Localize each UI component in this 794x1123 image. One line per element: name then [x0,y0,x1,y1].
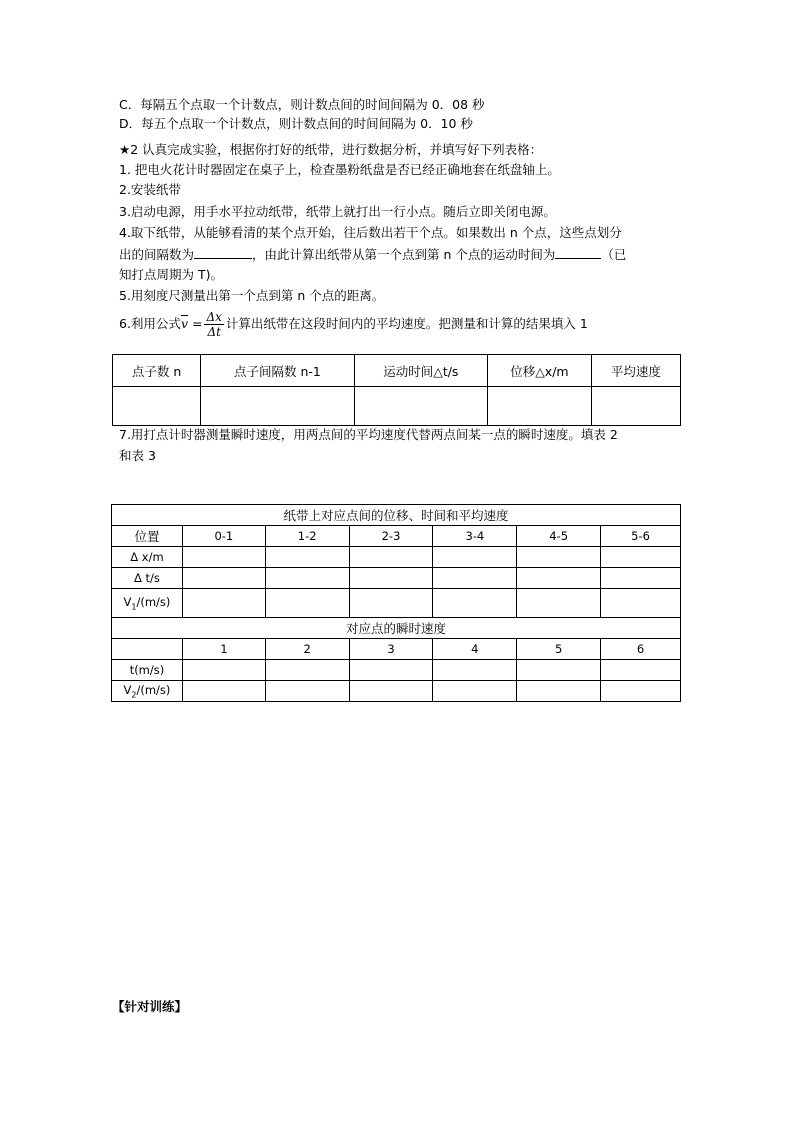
v2-symbol: V [123,682,132,697]
t1-header-points: 点子数 n [113,355,201,387]
t2-cell[interactable] [182,568,265,589]
step-4-text-a: 出的间隔数为 [119,247,195,262]
t2-cell[interactable] [265,568,349,589]
training-heading: 【针对训练】 [112,999,188,1014]
step-4-text-c: （已 [601,247,627,262]
task-2-heading: ★2 认真完成实验，根据你打好的纸带，进行数据分析，并填写好下列表格： [119,142,543,157]
motion-time-blank[interactable] [555,245,601,259]
v2-unit: /(m/s) [136,682,171,697]
t2-cell[interactable] [601,547,681,568]
step-4-line2 [119,245,626,264]
step-1: 1. 把电火花计时器固定在桌子上，检查墨粉纸盘是否已经正确地套在纸盘轴上。 [119,162,560,177]
t2-cell[interactable] [265,547,349,568]
step-4-line1: 4.取下纸带，从能够看清的某个点开始，往后数出若干个点。如果数出 n 个点，这些点划分 [119,225,622,240]
v2-subscript: 2 [131,690,137,700]
t2-cell[interactable] [601,568,681,589]
t2-position: 4-5 [517,526,601,547]
t2-cell[interactable] [265,589,349,618]
t2-point: 5 [517,639,601,660]
t2-position: 1-2 [265,526,349,547]
t1-header-time: 运动时间△t/s [354,355,487,387]
t2-cell[interactable] [433,660,517,681]
option-c: C．每隔五个点取一个计数点，则计数点间的时间间隔为 0．08 秒 [119,97,485,112]
v1-symbol: V [123,594,132,609]
t2-cell[interactable] [433,568,517,589]
step-7-line2: 和表 3 [119,448,156,463]
t2-cell[interactable] [517,547,601,568]
step-6 [119,306,588,342]
t2-cell[interactable] [182,660,265,681]
t2-blank-corner [112,639,183,660]
t2-position: 5-6 [601,526,681,547]
step-2: 2.安装纸带 [119,182,181,197]
t2-point: 4 [433,639,517,660]
option-d: D．每五个点取一个计数点，则计数点间的时间间隔为 0．10 秒 [119,116,473,131]
t2-position: 3-4 [433,526,517,547]
step-6-suffix: 计算出纸带在这段时间内的平均速度。把测量和计算的结果填入 1 [225,316,588,331]
step-7-line1: 7.用打点计时器测量瞬时速度，用两点间的平均速度代替两点间某一点的瞬时速度。填表 2 [119,427,618,442]
t2-cell[interactable] [182,589,265,618]
t2-row-dx-label: Δ x/m [112,547,183,568]
v1-subscript: 1 [131,602,137,612]
t1-cell[interactable] [487,387,591,426]
t2-title: 纸带上对应点间的位移、时间和平均速度 [112,505,681,526]
t2-cell[interactable] [601,660,681,681]
t1-header-displacement: 位移△x/m [487,355,591,387]
t2-point: 6 [601,639,681,660]
table-1 [112,354,681,426]
t1-header-intervals: 点子间隔数 n-1 [201,355,355,387]
t2-cell[interactable] [349,589,433,618]
t2-cell[interactable] [601,681,681,702]
step-4-text-b: ，由此计算出纸带从第一个点到第 n 个点的运动时间为 [252,247,556,262]
v1-unit: /(m/s) [136,594,171,609]
t2-row-v2-label [112,681,183,702]
t1-cell[interactable] [591,387,680,426]
interval-count-blank[interactable] [194,245,252,259]
t2-cell[interactable] [182,547,265,568]
t2-row-t-label: t(m/s) [112,660,183,681]
t2-cell[interactable] [433,589,517,618]
t1-cell[interactable] [113,387,201,426]
t2-row-v1-label [112,589,183,618]
t2-cell[interactable] [517,681,601,702]
t2-position: 0-1 [182,526,265,547]
step-6-prefix: 6.利用公式 [119,316,181,331]
t2-point: 2 [265,639,349,660]
equals-sign: = [191,316,203,331]
t2-cell[interactable] [433,547,517,568]
step-5: 5.用刻度尺测量出第一个点到第 n 个点的距离。 [119,288,385,303]
t2-position: 2-3 [349,526,433,547]
t2-cell[interactable] [517,660,601,681]
t2-cell[interactable] [265,660,349,681]
t2-cell[interactable] [517,568,601,589]
t2-cell[interactable] [182,681,265,702]
t2-subtitle: 对应点的瞬时速度 [112,618,681,639]
t2-cell[interactable] [349,681,433,702]
t2-cell[interactable] [433,681,517,702]
t2-cell[interactable] [349,568,433,589]
fraction-denominator: Δt [207,325,221,339]
step-4-line3: 知打点周期为 T)。 [119,267,223,282]
t2-row-dt-label: Δ t/s [112,568,183,589]
table-2 [111,504,681,702]
formula-fraction [204,310,223,339]
vbar-symbol: $\overline{v}$ [180,316,188,331]
t2-cell[interactable] [265,681,349,702]
t2-cell[interactable] [349,547,433,568]
t2-cell[interactable] [349,660,433,681]
t2-position-label: 位置 [112,526,183,547]
step-3: 3.启动电源，用手水平拉动纸带，纸带上就打出一行小点。随后立即关闭电源。 [119,204,556,219]
fraction-numerator: Δx [206,310,222,324]
t2-point: 1 [182,639,265,660]
t1-cell[interactable] [354,387,487,426]
t1-cell[interactable] [201,387,355,426]
t2-cell[interactable] [517,589,601,618]
t2-cell[interactable] [601,589,681,618]
t2-point: 3 [349,639,433,660]
t1-header-avg-speed: 平均速度 [591,355,680,387]
